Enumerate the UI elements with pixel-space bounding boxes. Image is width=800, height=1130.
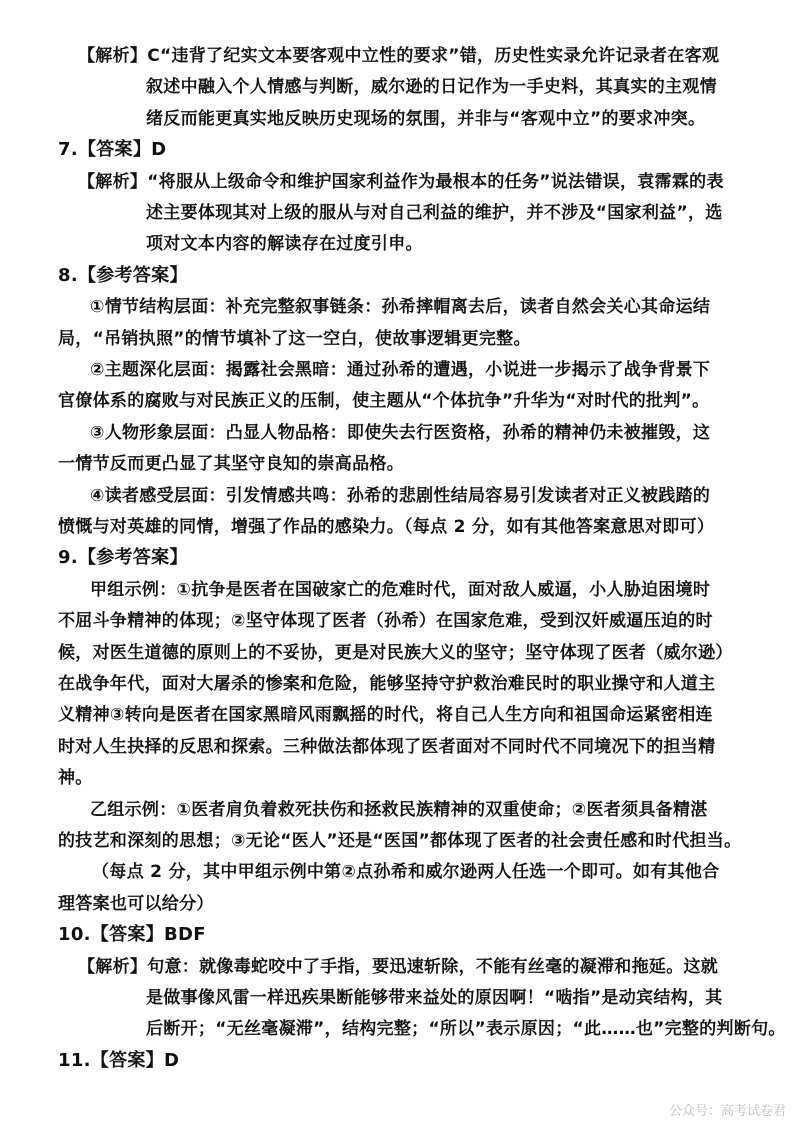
q10-answer-heading: 10.【答案】BDF	[58, 924, 206, 946]
q8-point-4-line-2: 愤慨与对英雄的同情，增强了作品的感染力。（每点 2 分，如有其他答案意思对即可）	[58, 517, 715, 537]
q8-point-1-line-1: ①情节结构层面：补充完整叙事链条：孙希摔帽离去后，读者自然会关心其命运结	[90, 297, 711, 318]
q10-analysis-line-2: 是做事像风雷一样迅疾果断能够带来益处的原因啊！“啮指”是动宾结构，其	[146, 988, 723, 1008]
q9-scoring-note-line-1: （每点 2 分，其中甲组示例中第②点孙希和威尔逊两人任选一个即可。如有其他合	[92, 862, 720, 883]
q7-analysis-line-3: 项对文本内容的解读存在过度引申。	[146, 234, 423, 255]
watermark-text: 公众号：高考试卷君	[668, 1104, 786, 1119]
q7-answer-heading: 7.【答案】D	[58, 139, 167, 161]
q8-point-3-line-1: ③人物形象层面：凸显人物品格：即使失去行医资格，孙希的精神仍未被摧毁，这	[90, 422, 711, 443]
q9-group-b-line-2: 的技艺和深刻的思想；③无论“医人”还是“医国”都体现了医者的社会责任感和时代担当。	[58, 831, 742, 851]
q8-answer-heading: 8.【参考答案】	[58, 264, 188, 286]
q7-analysis-line-2: 述主要体现其对上级的服从与对自己利益的维护，并不涉及“国家利益”，选	[146, 203, 723, 223]
q11-answer-heading: 11.【答案】D	[58, 1049, 180, 1071]
q10-analysis-line-1: 【解析】句意：就像毒蛇咬中了手指，要迅速斩除，不能有丝毫的凝滞和拖延。这就	[78, 956, 719, 977]
q10-analysis-line-3: 后断开；“无丝毫凝滞”，结构完整；“所以”表示原因；“此……也”完整的判断句。	[146, 1019, 786, 1040]
q6-analysis-line-1: 【解析】C“违背了纪实文本要客观中立性的要求”错，历史性实录允许记录者在客观	[78, 46, 720, 66]
q9-group-a-line-5: 义精神③转向是医者在国家黑暗风雨飘摇的时代，将自己人生方向和祖国命运紧密相连	[58, 705, 713, 726]
q9-group-a-line-1: 甲组示例：①抗争是医者在国破家亡的危难时代，面对敌人威逼，小人胁迫困境时	[90, 579, 711, 600]
q9-scoring-note-line-2: 理答案也可以给分）	[58, 893, 214, 914]
q9-group-a-line-7: 神。	[58, 768, 93, 789]
q9-group-a-line-2: 不屈斗争精神的体现；②坚守体现了医者（孙希）在国家危难，受到汉奸威逼压迫的时	[58, 611, 713, 632]
q9-answer-heading: 9.【参考答案】	[58, 547, 188, 569]
q8-point-2-line-2: 官僚体系的腐败与对民族正义的压制，使主题从“个体抗争”升华为“对时代的批判”。	[58, 391, 710, 412]
q6-analysis-line-3: 绪反而能更真实地反映历史现场的氛围，并非与“客观中立”的要求冲突。	[146, 108, 706, 129]
q9-group-a-line-4: 在战争年代，面对大屠杀的惨案和危险，能够坚持守护救治难民时的职业操守和人道主	[58, 674, 716, 694]
q9-group-a-line-3: 候，对医生道德的原则上的不妥协，更是对民族大义的坚守；坚守体现了医者（威尔逊）	[58, 642, 733, 663]
q8-point-4-line-1: ④读者感受层面：引发情感共鸣：孙希的悲剧性结局容易引发读者对正义被践踏的	[90, 485, 711, 506]
q8-point-3-line-2: 一情节反而更凸显了其坚守良知的崇高品格。	[58, 454, 404, 475]
q8-point-2-line-1: ②主题深化层面：揭露社会黑暗：通过孙希的遭遇，小说进一步揭示了战争背景下	[90, 360, 711, 380]
q9-group-b-line-1: 乙组示例：①医者肩负着救死扶伤和拯救民族精神的双重使命；②医者须具备精湛	[90, 799, 708, 820]
q6-analysis-line-2: 叙述中融入个人情感与判断，威尔逊的日记作为一手史料，其真实的主观情	[146, 77, 717, 98]
q9-group-a-line-6: 时对人生抉择的反思和探索。三种做法都体现了医者面对不同时代不同境况下的担当精	[58, 736, 716, 757]
q8-point-1-line-2: 局，“吊销执照”的情节填补了这一空白，使故事逻辑更完整。	[58, 328, 531, 349]
q7-analysis-line-1: 【解析】“将服从上级命令和维护国家利益作为最根本的任务”说法错误，袁霈霖的表	[78, 171, 724, 192]
